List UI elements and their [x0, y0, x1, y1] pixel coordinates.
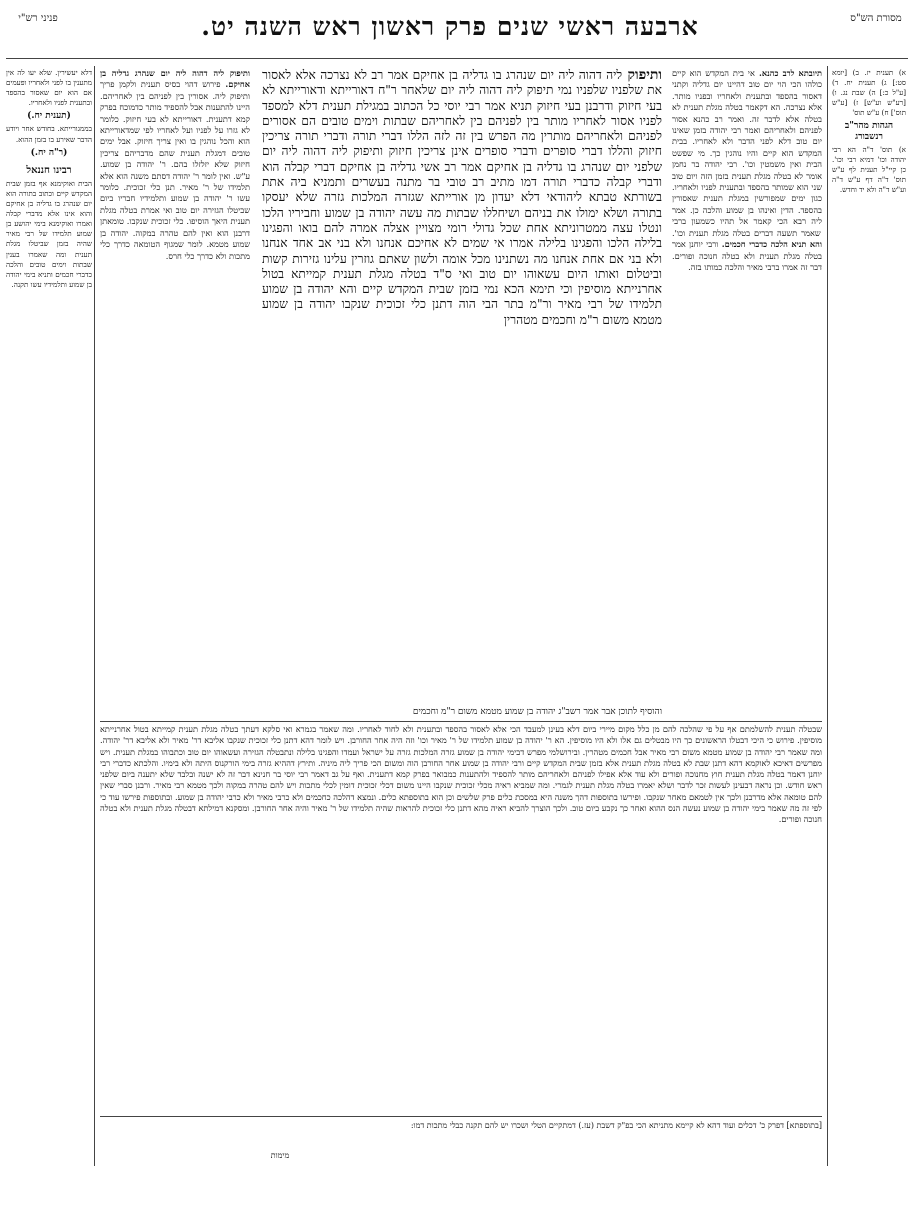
gemara-column [262, 68, 662, 708]
pninei-ref-1: (תענית יח.) [27, 111, 71, 122]
masoret-label: מסורת הש"ס [850, 13, 902, 24]
footer-rule [100, 1116, 822, 1117]
commentary-rule [100, 721, 822, 722]
lower-commentary [100, 724, 822, 1094]
footer-text: [בתוספתא] דפרק כ' דכלים ועוד דהא לא קיימא מתניתא הכי בפ"ק דשבת (עז.) דמתקיים הטלי ושכרו יש להם תקנה כבלי מתכות דמו: [410, 1121, 822, 1130]
pninei-text: דלא יעשירין. שלא יעו לה אין מתענין בו לפני ולאחריו ופעמים אם הוא יום שאסור בהספד ובתענית לפניו ולאחריו. [6, 68, 92, 108]
haggahot-title: הגהות מהר"ב רנשבורג [844, 121, 894, 142]
rashi-lead-2: והא תניא הלכה כדברי חכמים. [718, 239, 822, 250]
tosafot-lead: ותיפוק ליה דהוה ליה יום שנהרג גדליה בן אחיקם. [100, 68, 250, 90]
tosafot-text: פירוש דהוי בסיס תענית ולקמן פריך ותיפוק ליה. אסורין בין לפניהם בין לאחריהם. היינו להתענות אבל להספיד מותר כדמוכח בפרק קמא דתענית. דאורייתא לא בעי חיזוק. כלומר לא גזרו על לפניו ועל לאחריו לפי שמדאורייתא הוא והכל נוהגין בו ואין צריך חיזוק. אבל ימים טובים דמגלת תענית שהם מדבריהם צריכין חיזוק שלא יזלזלו בהם. ר' יהודה בן שמוע. ע"ש. ואין לומר ר' יהודה דסתם משנה הוא אלא תלמידו של ר' מאיר. תנן כלי זכוכית. כלומר עשו ר' יהודה בן שמוע ותלמידיו חבריו ביום שביטלו הגזירה יום טוב ואי אמרת בטלה מגלת תענית היאך הוסיפו. כלי זכוכית שנקבו. טומאתן דרבנן הוא ואין להם טהרה במקוה. יהודה בן שמוע מטמא. לומר שמגוף הטומאה כדרך כלי מתכות ולא כדרך כלי חרס. [100, 79, 250, 261]
rabbenu-chananel-title: רבינו חננאל [26, 164, 72, 176]
right-margin-rule [827, 66, 828, 1166]
rashi-column [672, 68, 822, 668]
page-title: ארבעה ראשי שנים פרק ראשון ראש השנה יט. [201, 12, 699, 41]
rashi-text-2: ורבי יוחנן אמר בטלה מגלת תענית ולא בטלה חנוכה ופורים. דבר זה אמרו ברבי מאיר והלכה כמותו בזה. [672, 239, 822, 272]
page-header [0, 10, 914, 50]
pninei-rashi-label: פניני רש"י [18, 13, 58, 24]
masoret-hashas-column [832, 68, 906, 1178]
pninei-rashi-column [6, 68, 92, 1178]
tosafot-column [100, 68, 250, 668]
pninei-ref-2: (ר"ה יח.) [30, 147, 68, 158]
rashi-text: אי בית המקדש הוא קיים כולהו הכי הוי יום טוב דהיינו יום גדליה וקתני דאסור בהספד ובתענית ולאחריו ובפניו מותר. אלא נצרכה. הא דקאמר בטלה מגלת תענית לא בטלה אלא לדבר זה. ואמר רב כהנא אסור לפניהם ולאחריהם ואמר רבי יהודה בזמן שאינו יום טוב דלא לפני הדבר ולא לאחריו. בבית המקדש הוא קיים והיו נוהגין כך. מי שפשט הבית ואין משמטין וכו'. רבי יהודה בר נחמן אומר לא בטלה מגלת תענית בזמן הזה ויום טוב שני הוא שמותר בהספד ובתענית לפניו ולאחריו. כגון ימים שמפורשין במגלת תענית שאסורין בהספד. הדין ואינהו בן שמוע והלכה כן. אמר ליה רבא הכי קאמר אל תהיו כשמעון ברבי שאמר תשעה דברים בטלה מגלת תענית וכו'. [672, 68, 822, 238]
masoret-refs: א) תענית יז. ב) [יומא סט:] ג) תענית יח. ד) [ע"ל כ:] ה) שבת נג. ו) [רע"ש וע"ש] ז) [ע"ש תוס'] ח) ע"ש תוס' [832, 68, 906, 118]
commentary-text: שבטלה תענית להשלמתם אף על פי שהלכה להם מן כלל מקום מיירי ביום דלא בעינן למעבד הכי אלא לאסור בהספד ובתענית ולא לחוד לאחריו. ומה שאמר בגמרא ואי סלקא דעתך בטלה מגלת תענית קמייתא בטול אחרנייתא מוסיפין. פירוש כי היכי דבטלו הראשונים כך היו מבטלים גם אלו ולא היו מוסיפין. הא ר' יהודה בן שמוע תלמידו של ר' מאיר וכו' וזה היה אחר החורבן. ויש לומר דהא דתנן כלי זכוכית שנקבו אליבא דר' מאיר ולא אליבא דר' יהודה. ומה שאמר רבי יהודה בן שמוע מטמא משום רבי מאיר אבל חכמים מטהרין. ובירושלמי מפרש דבימי יהודה בן שמוע גזרה המלכות גזרה על ישראל ועמדו והפגינו בלילה ונתבטלה הגזירה ועשאוהו יום טוב וכתבוהו במגלת תענית. ויש מפרשים דאיכא לאוקמא דהא דתנן שבת לא בטלה מגלת תענית אלא בזמן שבית המקדש קיים ורבי יהודה בן שמוע אחר החורבן הוה ומשום הכי פריך ליה מיניה. ותירץ דההיא גזרה בימי הורקנוס היתה ולא בימיו. והלכתא כדברי רבי יוחנן דאמר בטלה מגלת תענית חוץ מחנוכה ופורים ולא עוד אלא אפילו לפניהם ולאחריהם מותר להספיד ולהתענות כמבואר בפרק קמא דתענית. ואף על גב דאמר רבי יוסי בר חנינא דבר זה לא ישנה ובלבד שלא יתענה ביום שלפני ראש חודש. וכן נראה דבעינן לעשות זכר לדבר ושלא יאמרו בטלה מגלת תענית לגמרי. ומה שמביא ראיה מכלי זכוכית שנקבו היינו משום דכלי זכוכית דומין לכלי מתכות ויש להם טהרה במקוה ולכך מטמא רבי מאיר. ורבנן סברי שאין להם טומאה אלא מדרבנן ולכך אין לטמאם מאחר שנקבו. ופירשו בתוספות דהך משנה היא במסכת כלים פרק שלשים וכן הוא בתוספתא כלים. ונמצא דהלכה כחכמים ולא כרבי מאיר ולא כרבי יהודה בן שמוע. ובתוספות פירשו עוד כי לפי זה מה שאמר בימי יהודה בן שמוע נעשה הנס ההוא ואחר כך נקבע ביום טוב. ולכך הוצרך להביא ראיה מהא דתנן כלי זכוכית להראות שהיה תלמידו של ר' מאיר והיה אחר החורבן. ומסקנא דמילתא דבטלה מגלת תענית ולא בטלה חנוכה ופורים. [100, 724, 822, 825]
pninei-text-2: בממגורייתא. בחודש אחר ויודע הדבר שאירע בו בזמן ההוא. [6, 124, 92, 144]
rabbenu-chananel-text: הבית ואוקימנא אף בזמן שבית המקדש קיים וכתוב בתורה הוא יום שנהרג בו גדליה בן אחיקם והוא אינו אלא מדברי קבלה ואמרו ואוקימנא בימי יהושע בן שמוע תלמידו של רבי מאיר שהיה בזמן שביטלו מגלת תענית ומה שאמרו בענין שבתות וימים טובים והלכה כדברי חכמים ותניא בימי יהודה בן שמוע ותלמידיו עשו תקנה. [6, 178, 92, 289]
page-footer [100, 1120, 822, 1160]
header-rule [6, 58, 908, 59]
haggahot-text: א) תוס' ד"ה הא רבי יהודה וכו' דמיא רבי וכו'. כן קיי"ל תענית לף ע"ש תוס' ד"ה דף ע"ש ד"ה וע"ש ד"ה ולא יד וחדש. [832, 144, 906, 195]
rashi-lead: תיובתא לרב כהנא. [754, 68, 822, 78]
footer-catchword: מימות [270, 1151, 290, 1160]
gemara-lead: ותיפוק [622, 68, 662, 83]
gemara-text: ליה דהוה ליה יום שנהרג בו גדליה בן אחיקם אמר רב לא נצרכה אלא לאסור את שלפניו שלפניו נמי תיפוק ליה דהוה ליה יום שלאחר ר"ח דאורייתא ודאורייתא לא בעי חיזוק ודרבנן בעי חיזוק תניא אמר רבי יוסי כל הכתוב במגילת תענית דלא למספד לפניו אסור לאחריו מותר בין לפניהם בין לאחריהם שבתות וימים טובים הם אסורים לפניהם ולאחריהם מותרין מה הפרש בין זה לזה הללו דברי תורה ודברי תורה צריכין חיזוק והללו דברי סופרים ודברי סופרים אינן צריכין חיזוק ותיפוק ליה דהוה ליה יום שלפני יום שנהרג בו גדליה בן אחיקם אמר רב אשי גדליה בן אחיקם דברי קבלה הוא ודברי קבלה כדברי תורה דמו מתיב רב טובי בר מתנה בעשרים ותמניא ביה אתת בשורתא טבתא ליהודאי דלא יעדון מן אורייתא שגזרה המלכות גזרה שלא יעסקו בתורה ושלא ימולו את בניהם ושיחללו שבתות מה עשה יהודה בן שמוע וחביריו הלכו ונטלו עצה ממטרוניתא אחת שכל גדולי רומי מצויין אצלה אמרה להם בואו והפגינו בלילה הלכו והפגינו בלילה אמרו אי שמים לא אחיכם אנחנו ולא בני אב אחד אנחנו ולא בני אם אחת אנחנו מה נשתנינו מכל אומה ולשון שאתם גוזרין עלינו גזירות קשות וביטלום ואותו היום עשאוהו יום טוב ואי ס"ד בטלה מגלת תענית קמייתא בטול אחרנייתא מוסיפין וכי תימא הכא נמי בזמן שבית המקדש קיים והא יהודה בן שמוע תלמידו של רבי מאיר ור"מ בתר הבי הוה דתנן כלי זכוכית שנקבו יהודה בן שמוע מטמא משום ר"מ וחכמים מטהרין [262, 68, 662, 327]
left-margin-rule [94, 66, 95, 1166]
gemara-footer-line: והוסיף לתוכן אבר אמר רשב"ג יהודה בן שמוע מטמא משום ר"מ וחכמים [412, 707, 662, 717]
